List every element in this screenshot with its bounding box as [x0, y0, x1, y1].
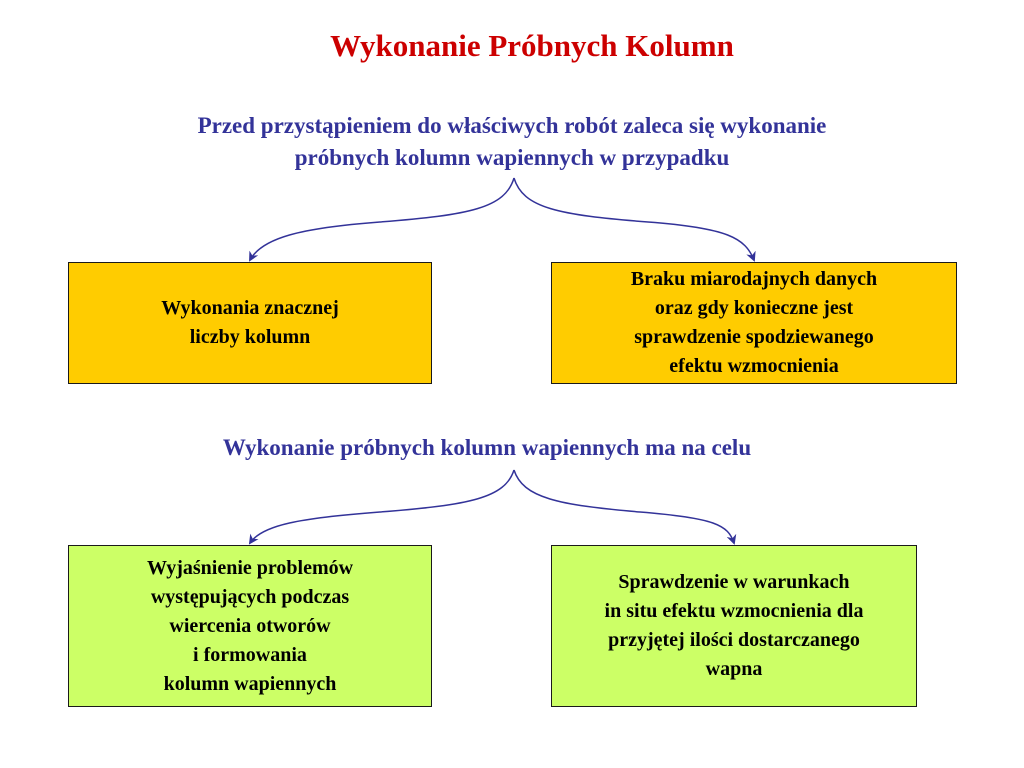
intro-line: Przed przystąpieniem do właściwych robót zaleca się wykonanie — [197, 113, 827, 138]
goal-box-explain-problems — [68, 545, 432, 707]
box-line: występujących podczas — [150, 585, 350, 608]
box-line: Wykonania znacznej — [161, 297, 339, 319]
brace-arrow-left-bottom — [250, 470, 514, 543]
intro-line: próbnych kolumn wapiennych w przypadku — [294, 145, 730, 170]
case-box-many-columns — [68, 262, 432, 384]
box-line: oraz gdy konieczne jest — [654, 297, 854, 319]
intro-heading — [0, 110, 1024, 174]
goal-line: Wykonanie próbnych kolumn wapiennych ma na celu — [222, 435, 752, 460]
box-line: wiercenia otworów — [169, 614, 331, 637]
goal-heading — [0, 432, 974, 464]
box-line: Wyjaśnienie problemów — [146, 556, 354, 579]
box-line: i formowania — [193, 643, 307, 666]
box-line: efektu wzmocnienia — [669, 355, 839, 377]
slide-title: Wykonanie Próbnych Kolumn — [330, 28, 734, 63]
box-line: wapna — [705, 658, 763, 680]
goal-box-verify-insitu — [551, 545, 917, 707]
box-line: przyjętej ilości dostarczanego — [608, 629, 860, 651]
brace-arrow-left-top — [250, 178, 514, 260]
brace-arrow-right-top — [514, 178, 754, 260]
box-line: Braku miarodajnych danych — [630, 268, 878, 290]
case-box-missing-data — [551, 262, 957, 384]
box-line: liczby kolumn — [189, 326, 311, 348]
box-line: Sprawdzenie w warunkach — [618, 571, 850, 593]
brace-arrow-right-bottom — [514, 470, 734, 543]
box-line: in situ efektu wzmocnienia dla — [604, 600, 864, 622]
box-line: kolumn wapiennych — [163, 672, 337, 695]
box-line: sprawdzenie spodziewanego — [634, 326, 874, 348]
